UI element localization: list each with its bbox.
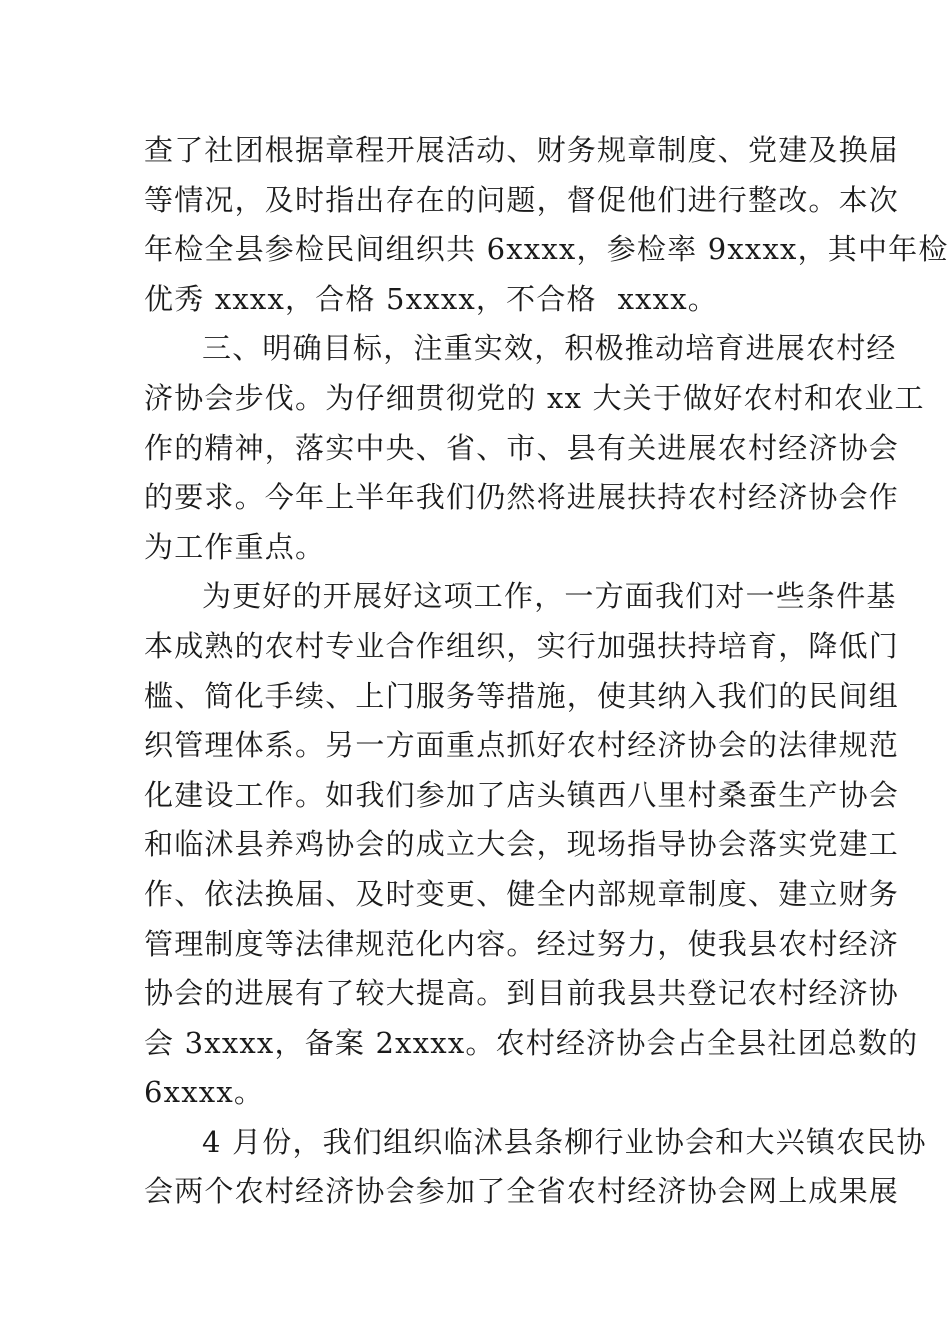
text-line: 三、明确目标，注重实效，积极推动培育进展农村经 [202, 331, 897, 366]
text-line: 等情况，及时指出存在的问题，督促他们进行整改。本次 [144, 182, 900, 217]
text-line: 作的精神，落实中央、省、市、县有关进展农村经济协会 [144, 430, 900, 465]
text-line: 6xxxx。 [144, 1075, 265, 1110]
text-line: 管理制度等法律规范化内容。经过努力，使我县农村经济 [144, 926, 900, 961]
document-body [144, 126, 949, 1217]
text-line: 化建设工作。如我们参加了店头镇西八里村桑蚕生产协会 [144, 777, 900, 812]
text-line: 为工作重点。 [144, 529, 326, 564]
text-line: 4 月份，我们组织临沭县条柳行业协会和大兴镇农民协 [202, 1124, 927, 1159]
text-line: 会 3xxxx，备案 2xxxx。农村经济协会占全县社团总数的 [144, 1025, 919, 1060]
text-line: 年检全县参检民间组织共 6xxxx，参检率 9xxxx，其中年检 [144, 232, 949, 267]
text-line: 优秀 xxxx，合格 5xxxx，不合格 xxxx。 [144, 281, 718, 316]
text-line: 会两个农村经济协会参加了全省农村经济协会网上成果展 [144, 1174, 900, 1209]
text-line: 织管理体系。另一方面重点抓好农村经济协会的法律规范 [144, 728, 900, 763]
text-line: 济协会步伐。为仔细贯彻党的 xx 大关于做好农村和农业工 [144, 380, 925, 415]
text-line: 槛、简化手续、上门服务等措施，使其纳入我们的民间组 [144, 678, 900, 713]
text-line: 作、依法换届、及时变更、健全内部规章制度、建立财务 [144, 876, 900, 911]
text-line: 协会的进展有了较大提高。到目前我县共登记农村经济协 [144, 976, 900, 1011]
text-line: 的要求。今年上半年我们仍然将进展扶持农村经济协会作 [144, 480, 900, 515]
text-line: 为更好的开展好这项工作，一方面我们对一些条件基 [202, 579, 897, 614]
text-line: 查了社团根据章程开展活动、财务规章制度、党建及换届 [144, 133, 900, 167]
text-line: 和临沭县养鸡协会的成立大会，现场指导协会落实党建工 [144, 827, 900, 862]
text-line: 本成熟的农村专业合作组织，实行加强扶持培育，降低门 [144, 628, 900, 663]
